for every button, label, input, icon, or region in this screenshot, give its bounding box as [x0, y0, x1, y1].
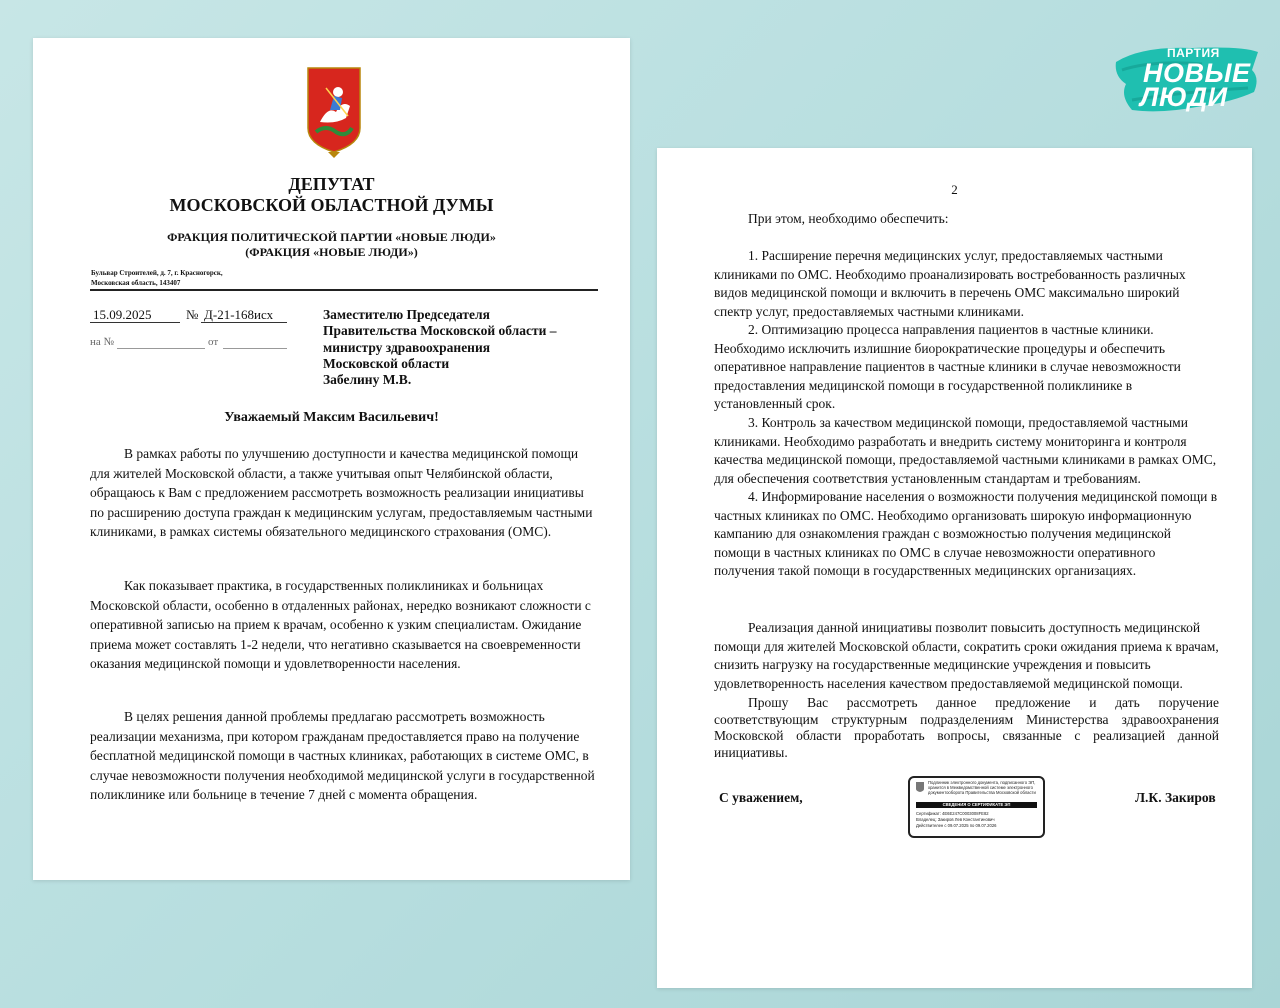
logo-line-2: ЛЮДИ [1140, 82, 1228, 112]
header-divider [90, 289, 598, 291]
list-intro: При этом, необходимо обеспечить: [748, 211, 949, 226]
logo-line-1: НОВЫЕ [1143, 58, 1251, 88]
stamp-cert-header: СВЕДЕНИЯ О СЕРТИФИКАТЕ ЭП [916, 802, 1037, 808]
stamp-line: документооборота Правительства Московской области [928, 790, 1036, 795]
list-item: 1. Расширение перечня медицинских услуг, предоставляемых частными клиниками по ОМС. Необходимо проанализировать востребованность различных видов медицинской помощи и включить в перечень ОМС максимально широкий спектр услуг, предоставляемых частными клиниками. [714, 248, 1186, 319]
body-paragraph: Как показывает практика, в государственных поликлиниках и больницах Московской области, особенно в отдаленных районах, нередко возникают сложности с оперативной записью на прием к врачам, особенно к узким специалистам. Ожидание приема может составлять 1-2 недели, что негативно сказывается на своевременности оказания медицинской помощи и удовлетворенности населения. [90, 578, 591, 671]
list-item: 4. Информирование населения о возможности получения медицинской помощи в частных клиниках по ОМС. Необходимо организовать широкую информационную кампанию для ознакомления граждан с возможностью получения медицинской помощи в частных клиниках по ОМС в случае невозможности оперативного получения такой помощи в государственных медицинских организациях. [714, 489, 1218, 579]
ref-from-label: от [208, 336, 219, 348]
request-paragraph: Прошу Вас рассмотреть данное предложение и дать поручение соответствующим структурным подразделениям Министерства здравоохранения Московской области проработать вопросы, связанные с реализацией данной инициативы. [714, 695, 1219, 760]
page-number: 2 [951, 182, 958, 197]
recipient-line: Московской области [323, 355, 450, 371]
list-item: 2. Оптимизацию процесса направления пациентов в частные клиники. Необходимо исключить излишние биорократические процедуры и обеспечить оперативное направление пациентов в частные клиники в случае невозможности предоставления медицинской помощи в государственной поликлинике в установленный срок. [714, 322, 1181, 412]
stamp-cert-valid: Действителен с 09.07.2025 по 09.07.2026 [916, 823, 997, 828]
faction-name: ФРАКЦИЯ ПОЛИТИЧЕСКОЙ ПАРТИИ «НОВЫЕ ЛЮДИ» [167, 230, 496, 244]
closing: С уважением, [719, 790, 803, 805]
faction-short-name: (ФРАКЦИЯ «НОВЫЕ ЛЮДИ») [245, 245, 418, 259]
recipient-line: Правительства Московской области – [323, 323, 557, 339]
letter-page-2 [657, 148, 1252, 988]
number-underline [201, 322, 287, 323]
stamp-cert-number: Сертификат: 4E6E247C0003008FE82 [916, 811, 989, 816]
body-paragraph: В целях решения данной проблемы предлагаю рассмотреть возможность реализации механизма, при котором гражданам предоставляется право на получение бесплатной медицинской помощи в частных клиниках, работающих в системе ОМС, в случае невозможности получения необходимой медицинской услуги в государственной поликлинике или больнице в течение 7 дней с момента обращения. [90, 709, 595, 802]
moscow-oblast-coat-of-arms-icon [306, 66, 362, 160]
ref-underline [117, 348, 205, 349]
list-item: 3. Контроль за качеством медицинской помощи, предоставляемой частными клиниками. Необходимо разработать и внедрить систему мониторинга и контроля качества медицинской помощи, предоставляемой частными клиниками в рамках ОМС, для обеспечения соответствия установленным стандартам и требованиям. [714, 415, 1217, 486]
letter-title-subline: МОСКОВСКОЙ ОБЛАСТНОЙ ДУМЫ [169, 195, 494, 215]
signature-name: Л.К. Закиров [1135, 790, 1216, 805]
stamp-cert-owner: Владелец: Закиров Лев Константинович [916, 817, 995, 822]
recipient-block [323, 307, 593, 388]
address-line-2: Московская область, 143407 [91, 279, 181, 287]
recipient-line: Заместителю Председателя [323, 307, 490, 322]
recipient-line: министру здравоохранения [323, 339, 491, 355]
letter-number: Д-21-168исх [204, 307, 274, 322]
recipient-line: Забелину М.В. [323, 372, 412, 388]
logo-party-label: ПАРТИЯ [1167, 46, 1220, 60]
stamp-line: хранится в Межведомственной системе электронного [928, 785, 1033, 790]
conclusion-paragraph: Реализация данной инициативы позволит повысить доступность медицинской помощи для жителей Московской области, сократить сроки ожидания приема к врачам, снизить нагрузку на государственные медицинские учреждения и повысить удовлетворенность населения качеством предоставляемой медицинской помощи. [714, 620, 1219, 691]
letter-page-1 [33, 38, 630, 880]
ref-label: на № [90, 336, 115, 348]
ref-from-underline [223, 348, 287, 349]
number-label: № [186, 307, 199, 322]
new-people-party-logo [1112, 40, 1262, 118]
stamp-line: Подлинник электронного документа, подписанного ЭП, [928, 780, 1036, 785]
coat-of-arms-icon [915, 781, 925, 793]
date-underline [90, 322, 180, 323]
address-line-1: Бульвар Строителей, д. 7, г. Красногорск, [91, 269, 223, 277]
letter-title: ДЕПУТАТ [288, 174, 375, 194]
electronic-signature-stamp [908, 776, 1045, 838]
body-paragraph: В рамках работы по улучшению доступности и качества медицинской помощи для жителей Московской области, а также учитывая опыт Челябинской области, обращаюсь к Вам с предложением рассмотреть возможность реализации инициативы по расширению доступа граждан к медицинским услугам, предоставляемым частными клиниками, в рамках системы обязательного медицинского страхования (ОМС). [90, 446, 593, 539]
letter-date: 15.09.2025 [93, 307, 152, 322]
greeting: Уважаемый Максим Васильевич! [224, 410, 439, 425]
